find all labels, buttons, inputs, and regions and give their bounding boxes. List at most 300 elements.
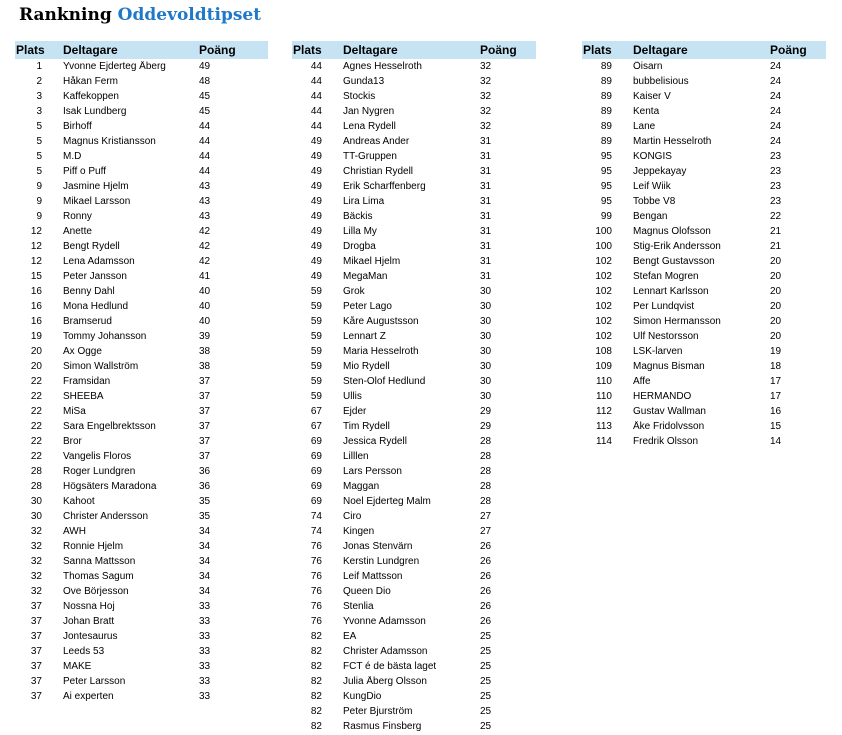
table-row [15, 119, 268, 134]
rank-cell: 76 [310, 571, 322, 582]
points-cell: 21 [770, 226, 782, 237]
participant-cell: Affe [633, 376, 651, 387]
table-row [292, 464, 536, 479]
table-row [582, 194, 826, 209]
ranking-column-3 [582, 41, 826, 449]
points-cell: 18 [770, 361, 782, 372]
points-cell: 30 [480, 286, 492, 297]
rank-cell: 32 [30, 571, 42, 582]
participant-cell: Leeds 53 [63, 646, 105, 657]
participant-cell: Christian Rydell [343, 166, 414, 177]
title-name: Oddevoldtipset [117, 5, 262, 25]
participant-cell: Högsäters Maradona [63, 481, 157, 492]
rank-cell: 49 [310, 211, 322, 222]
participant-cell: Peter Jansson [63, 271, 127, 282]
rank-cell: 22 [30, 391, 42, 402]
participant-cell: Jasmine Hjelm [63, 181, 129, 192]
table-row [292, 569, 536, 584]
points-cell: 40 [199, 301, 211, 312]
participant-cell: Benny Dahl [63, 286, 115, 297]
rank-cell: 22 [30, 421, 42, 432]
points-cell: 30 [480, 301, 492, 312]
rank-cell: 49 [310, 241, 322, 252]
participant-cell: Bengan [633, 211, 668, 222]
points-cell: 31 [480, 166, 492, 177]
points-cell: 25 [480, 646, 492, 657]
participant-cell: Stig-Erik Andersson [633, 241, 721, 252]
table-row [292, 314, 536, 329]
rank-cell: 76 [310, 541, 322, 552]
points-cell: 38 [199, 361, 211, 372]
rank-cell: 30 [30, 511, 42, 522]
rank-cell: 110 [596, 391, 612, 402]
participant-cell: Anette [63, 226, 92, 237]
table-row [292, 419, 536, 434]
points-cell: 25 [480, 706, 492, 717]
table-row [15, 224, 268, 239]
rank-cell: 28 [30, 466, 42, 477]
participant-cell: Christer Andersson [63, 511, 149, 522]
participant-cell: Mio Rydell [343, 361, 390, 372]
participant-cell: Isak Lundberg [63, 106, 127, 117]
table-row [15, 374, 268, 389]
rank-cell: 49 [310, 151, 322, 162]
table-row [15, 524, 268, 539]
rank-cell: 32 [30, 586, 42, 597]
table-row [292, 374, 536, 389]
header-participant: Deltagare [633, 43, 688, 57]
header-participant: Deltagare [343, 43, 398, 57]
points-cell: 17 [770, 391, 782, 402]
table-row [15, 389, 268, 404]
table-row [292, 509, 536, 524]
table-row [582, 374, 826, 389]
points-cell: 42 [199, 256, 211, 267]
table-row [292, 104, 536, 119]
participant-cell: Andreas Ander [343, 136, 410, 147]
participant-cell: Kenta [633, 106, 660, 117]
participant-cell: Lars Persson [343, 466, 402, 477]
points-cell: 20 [770, 271, 782, 282]
table-row [582, 134, 826, 149]
rank-cell: 89 [600, 91, 612, 102]
points-cell: 20 [770, 286, 782, 297]
table-row [292, 479, 536, 494]
table-row [582, 89, 826, 104]
header-points: Poäng [480, 43, 517, 57]
points-cell: 25 [480, 661, 492, 672]
rank-cell: 9 [36, 196, 42, 207]
table-row [582, 149, 826, 164]
participant-cell: Öisarn [633, 61, 663, 72]
participant-cell: Jonas Stenvärn [343, 541, 413, 552]
participant-cell: Bror [63, 436, 82, 447]
points-cell: 31 [480, 136, 492, 147]
points-cell: 31 [480, 181, 492, 192]
rank-cell: 69 [310, 436, 322, 447]
rank-cell: 113 [596, 421, 612, 432]
table-row [582, 269, 826, 284]
participant-cell: Ronnie Hjelm [63, 541, 124, 552]
points-cell: 32 [480, 76, 492, 87]
table-row [292, 149, 536, 164]
participant-cell: MiSa [63, 406, 86, 417]
table-row [292, 179, 536, 194]
points-cell: 20 [770, 331, 782, 342]
points-cell: 37 [199, 451, 211, 462]
participant-cell: Bäckis [343, 211, 373, 222]
rank-cell: 95 [600, 151, 612, 162]
rank-cell: 74 [310, 511, 322, 522]
participant-cell: Lena Adamsson [63, 256, 135, 267]
points-cell: 26 [480, 586, 492, 597]
table-row [15, 434, 268, 449]
rank-cell: 32 [30, 526, 42, 537]
rank-cell: 28 [30, 481, 42, 492]
table-row [15, 59, 268, 74]
points-cell: 28 [480, 436, 492, 447]
points-cell: 31 [480, 241, 492, 252]
rank-cell: 44 [310, 121, 322, 132]
rank-cell: 69 [310, 451, 322, 462]
points-cell: 30 [480, 331, 492, 342]
table-row [15, 569, 268, 584]
participant-cell: Kahoot [63, 496, 95, 507]
table-header [292, 41, 536, 59]
participant-cell: Tobbe V8 [633, 196, 676, 207]
rank-cell: 1 [36, 61, 42, 72]
participant-cell: Peter Lago [343, 301, 392, 312]
rank-cell: 59 [310, 286, 322, 297]
table-header [582, 41, 826, 59]
rank-cell: 16 [30, 316, 42, 327]
participant-cell: Lira Lima [343, 196, 385, 207]
rank-cell: 49 [310, 271, 322, 282]
points-cell: 17 [770, 376, 782, 387]
participant-cell: Lilllen [343, 451, 369, 462]
table-row [292, 299, 536, 314]
rank-cell: 89 [600, 106, 612, 117]
participant-cell: Kingen [343, 526, 375, 537]
rank-cell: 37 [30, 616, 42, 627]
participant-cell: Christer Adamsson [343, 646, 428, 657]
table-row [292, 614, 536, 629]
rank-cell: 20 [30, 361, 42, 372]
participant-cell: Agnes Hesselroth [343, 61, 422, 72]
rank-cell: 32 [30, 541, 42, 552]
rank-cell: 37 [30, 631, 42, 642]
participant-cell: Bengt Rydell [63, 241, 120, 252]
participant-cell: Mikael Larsson [63, 196, 131, 207]
points-cell: 26 [480, 556, 492, 567]
ranking-column-1 [15, 41, 268, 704]
rank-cell: 102 [595, 331, 612, 342]
table-row [15, 629, 268, 644]
participant-cell: Gustav Wallman [633, 406, 706, 417]
participant-cell: EA [343, 631, 357, 642]
table-row [292, 389, 536, 404]
rank-cell: 82 [310, 676, 322, 687]
table-row [582, 344, 826, 359]
participant-cell: Tim Rydell [343, 421, 390, 432]
rank-cell: 12 [30, 256, 42, 267]
points-cell: 26 [480, 616, 492, 627]
points-cell: 43 [199, 211, 211, 222]
points-cell: 33 [199, 631, 211, 642]
participant-cell: Leif Mattsson [343, 571, 403, 582]
header-rank: Plats [16, 43, 45, 57]
points-cell: 37 [199, 376, 211, 387]
rank-cell: 114 [596, 436, 612, 447]
points-cell: 36 [199, 481, 211, 492]
table-row [582, 209, 826, 224]
participant-cell: Ronny [63, 211, 92, 222]
participant-cell: Lennart Z [343, 331, 386, 342]
rank-cell: 76 [310, 601, 322, 612]
page-title [19, 5, 261, 29]
participant-cell: Ove Börjesson [63, 586, 129, 597]
table-row [15, 614, 268, 629]
table-row [15, 149, 268, 164]
points-cell: 33 [199, 646, 211, 657]
points-cell: 26 [480, 541, 492, 552]
points-cell: 16 [770, 406, 782, 417]
table-row [582, 254, 826, 269]
points-cell: 49 [199, 61, 211, 72]
points-cell: 29 [480, 421, 492, 432]
rank-cell: 108 [595, 346, 612, 357]
rank-cell: 9 [36, 181, 42, 192]
rank-cell: 22 [30, 436, 42, 447]
table-row [15, 539, 268, 554]
table-row [292, 209, 536, 224]
participant-cell: Martin Hesselroth [633, 136, 712, 147]
rank-cell: 5 [36, 151, 42, 162]
points-cell: 43 [199, 196, 211, 207]
table-row [582, 164, 826, 179]
rank-cell: 59 [310, 361, 322, 372]
participant-cell: Stockis [343, 91, 376, 102]
points-cell: 28 [480, 481, 492, 492]
participant-cell: Kaiser V [633, 91, 671, 102]
rank-cell: 12 [30, 226, 42, 237]
table-row [292, 164, 536, 179]
table-row [15, 209, 268, 224]
table-row [292, 254, 536, 269]
table-row [15, 194, 268, 209]
table-row [15, 554, 268, 569]
participant-cell: Piff o Puff [63, 166, 106, 177]
participant-cell: Simon Hermansson [633, 316, 721, 327]
table-row [292, 494, 536, 509]
rank-cell: 44 [310, 91, 322, 102]
table-row [292, 629, 536, 644]
table-row [292, 644, 536, 659]
participant-cell: Per Lundqvist [633, 301, 695, 312]
table-row [15, 689, 268, 704]
rank-cell: 109 [595, 361, 612, 372]
points-cell: 25 [480, 676, 492, 687]
participant-cell: Kåre Augustsson [343, 316, 419, 327]
points-cell: 14 [770, 436, 782, 447]
table-row [582, 239, 826, 254]
points-cell: 45 [199, 106, 211, 117]
rank-cell: 37 [30, 676, 42, 687]
rank-cell: 49 [310, 256, 322, 267]
table-row [292, 89, 536, 104]
points-cell: 24 [770, 136, 782, 147]
points-cell: 35 [199, 511, 211, 522]
participant-cell: Ulf Nestorsson [633, 331, 699, 342]
points-cell: 31 [480, 196, 492, 207]
participant-cell: Maria Hesselroth [343, 346, 419, 357]
points-cell: 34 [199, 526, 211, 537]
table-row [582, 389, 826, 404]
participant-cell: M.D [63, 151, 82, 162]
rank-cell: 49 [310, 181, 322, 192]
rank-cell: 69 [310, 496, 322, 507]
rank-cell: 16 [30, 286, 42, 297]
participant-cell: Sten-Olof Hedlund [343, 376, 426, 387]
points-cell: 24 [770, 76, 782, 87]
participant-cell: Jan Nygren [343, 106, 395, 117]
rank-cell: 82 [310, 661, 322, 672]
rank-cell: 37 [30, 691, 42, 702]
participant-cell: Framsidan [63, 376, 111, 387]
rank-cell: 12 [30, 241, 42, 252]
rank-cell: 95 [600, 181, 612, 192]
table-row [15, 269, 268, 284]
table-row [15, 239, 268, 254]
table-row [292, 434, 536, 449]
rank-cell: 37 [30, 646, 42, 657]
table-row [15, 494, 268, 509]
participant-cell: Ejder [343, 406, 367, 417]
rank-cell: 112 [596, 406, 612, 417]
participant-cell: Sara Engelbrektsson [63, 421, 156, 432]
table-row [15, 359, 268, 374]
participant-cell: Jessica Rydell [343, 436, 407, 447]
participant-cell: Bramserud [63, 316, 112, 327]
points-cell: 45 [199, 91, 211, 102]
rank-cell: 110 [596, 376, 612, 387]
participant-cell: Ax Ogge [63, 346, 102, 357]
table-row [292, 74, 536, 89]
rank-cell: 19 [30, 331, 42, 342]
participant-cell: Maggan [343, 481, 380, 492]
participant-cell: Lennart Karlsson [633, 286, 709, 297]
table-row [292, 284, 536, 299]
participant-cell: Drogba [343, 241, 376, 252]
participant-cell: Peter Bjurström [343, 706, 413, 717]
participant-cell: Thomas Sagum [63, 571, 134, 582]
rank-cell: 89 [600, 76, 612, 87]
points-cell: 33 [199, 691, 211, 702]
rank-cell: 49 [310, 226, 322, 237]
rank-cell: 99 [600, 211, 612, 222]
rank-cell: 76 [310, 616, 322, 627]
rank-cell: 89 [600, 61, 612, 72]
rank-cell: 89 [600, 121, 612, 132]
rank-cell: 37 [30, 601, 42, 612]
table-row [292, 524, 536, 539]
points-cell: 22 [770, 211, 782, 222]
table-row [292, 359, 536, 374]
participant-cell: Yvonne Adamsson [343, 616, 426, 627]
participant-cell: Åke Fridolvsson [633, 421, 705, 432]
points-cell: 41 [199, 271, 211, 282]
points-cell: 25 [480, 631, 492, 642]
participant-cell: LSK-larven [633, 346, 683, 357]
participant-cell: Bengt Gustavsson [633, 256, 715, 267]
participant-cell: Sanna Mattsson [63, 556, 136, 567]
participant-cell: Håkan Ferm [63, 76, 119, 87]
header-points: Poäng [770, 43, 807, 57]
table-row [15, 674, 268, 689]
rank-cell: 59 [310, 391, 322, 402]
points-cell: 39 [199, 331, 211, 342]
rank-cell: 59 [310, 376, 322, 387]
participant-cell: Lilla My [343, 226, 377, 237]
table-row [15, 314, 268, 329]
points-cell: 48 [199, 76, 211, 87]
rank-cell: 82 [310, 691, 322, 702]
points-cell: 36 [199, 466, 211, 477]
participant-cell: Fredrik Olsson [633, 436, 699, 447]
participant-cell: Birhoff [63, 121, 92, 132]
points-cell: 30 [480, 346, 492, 357]
participant-cell: MegaMan [343, 271, 388, 282]
participant-cell: Ai experten [63, 691, 114, 702]
rank-cell: 44 [310, 61, 322, 72]
points-cell: 37 [199, 406, 211, 417]
table-row [292, 539, 536, 554]
title-prefix: Rankning [19, 5, 112, 25]
points-cell: 42 [199, 241, 211, 252]
table-row [15, 179, 268, 194]
table-row [582, 404, 826, 419]
rank-cell: 82 [310, 721, 322, 732]
table-row [15, 284, 268, 299]
table-row [15, 104, 268, 119]
participant-cell: KONGIS [633, 151, 672, 162]
rank-cell: 74 [310, 526, 322, 537]
points-cell: 30 [480, 391, 492, 402]
points-cell: 28 [480, 466, 492, 477]
participant-cell: Noel Ejderteg Malm [343, 496, 431, 507]
rank-cell: 82 [310, 706, 322, 717]
table-row [582, 119, 826, 134]
points-cell: 43 [199, 181, 211, 192]
rank-cell: 102 [595, 316, 612, 327]
points-cell: 44 [199, 166, 211, 177]
table-row [15, 419, 268, 434]
points-cell: 31 [480, 211, 492, 222]
table-row [15, 344, 268, 359]
points-cell: 19 [770, 346, 782, 357]
table-row [292, 584, 536, 599]
table-row [582, 104, 826, 119]
participant-cell: Vangelis Floros [63, 451, 132, 462]
table-row [15, 164, 268, 179]
table-row [582, 434, 826, 449]
points-cell: 42 [199, 226, 211, 237]
points-cell: 20 [770, 256, 782, 267]
participant-cell: Stenlia [343, 601, 374, 612]
rank-cell: 5 [36, 121, 42, 132]
points-cell: 32 [480, 121, 492, 132]
participant-cell: Rasmus Finsberg [343, 721, 422, 732]
